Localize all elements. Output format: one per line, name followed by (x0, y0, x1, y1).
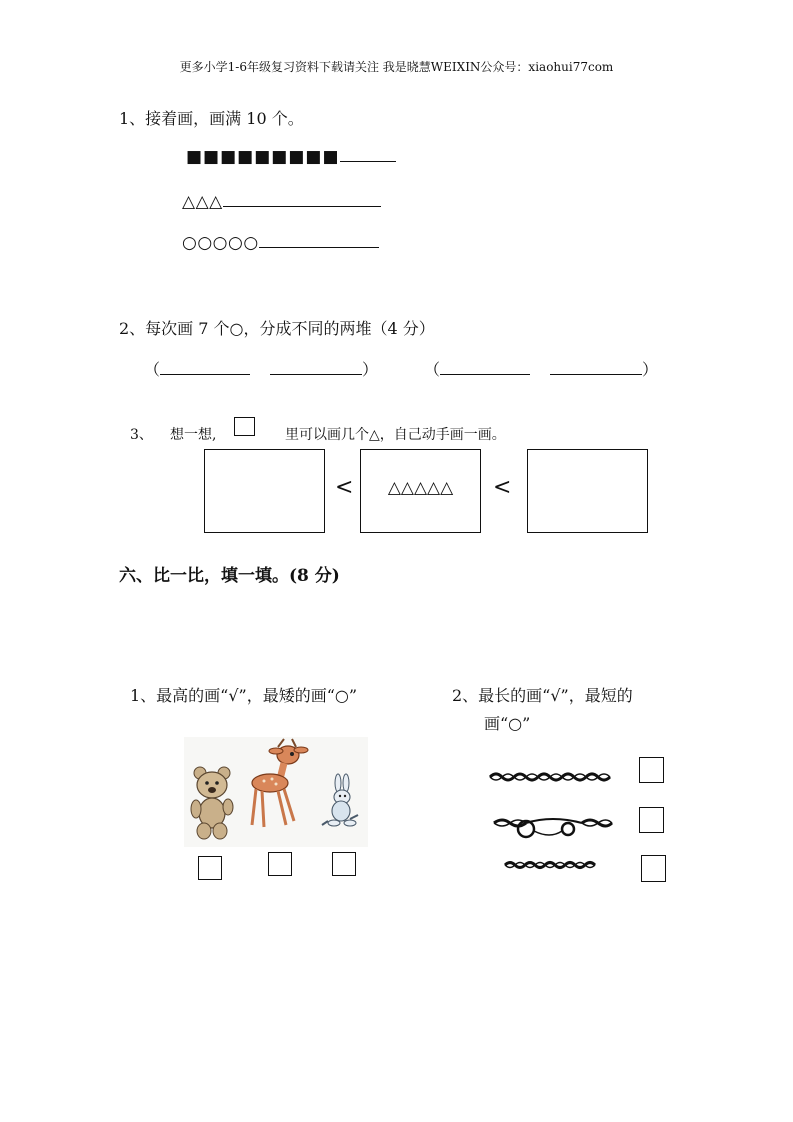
q2-title: 2、每次画 7 个○，分成不同的两堆（4 分） (119, 319, 435, 338)
q3-number: 3、 (130, 427, 153, 443)
answer-line[interactable] (259, 233, 379, 248)
triangle-shapes: △△△ (182, 192, 223, 212)
answer-box-rabbit[interactable] (332, 852, 356, 876)
answer-box-left[interactable] (204, 449, 325, 533)
answer-box-rope-3[interactable] (641, 855, 666, 882)
circle-shapes: ○○○○○ (182, 233, 259, 253)
answer-line[interactable] (223, 192, 381, 207)
q1-title: 1、接着画，画满 10 个。 (119, 109, 304, 128)
answer-blank[interactable] (550, 362, 642, 375)
q3-prompt-a: 想一想, (170, 427, 217, 443)
s6-q2-line1: 2、最长的画“√”，最短的 (452, 686, 633, 705)
q1-row-squares (186, 147, 396, 167)
rope-icon (488, 770, 613, 784)
q3-prompt-b: 里可以画几个△，自己动手画一画。 (285, 427, 506, 443)
q2-pair-1 (144, 357, 378, 380)
s6-q1-text: 1、最高的画“√”，最矮的画“○” (130, 686, 358, 705)
answer-blank[interactable] (440, 362, 530, 375)
q1-row-circles (182, 233, 379, 253)
less-than-sign: < (493, 475, 512, 500)
middle-triangles: △△△△△ (387, 478, 454, 498)
answer-blank[interactable] (270, 362, 362, 375)
s6-q2-line2: 画“○” (484, 714, 531, 733)
sample-square (234, 417, 255, 436)
animals-picture (184, 737, 368, 847)
answer-box-rope-2[interactable] (639, 807, 664, 833)
answer-box-rope-1[interactable] (639, 757, 664, 783)
less-than-sign: < (335, 475, 354, 500)
section-6-title: 六、比一比，填一填。(8 分) (119, 566, 340, 586)
rope-icon (492, 813, 614, 843)
answer-box-deer[interactable] (268, 852, 292, 876)
bracket-open: （ (424, 360, 441, 379)
rope-icon (503, 859, 603, 871)
answer-box-right[interactable] (527, 449, 648, 533)
bracket-open: （ (144, 360, 161, 379)
q2-pair-2 (424, 357, 658, 380)
answer-blank[interactable] (160, 362, 250, 375)
middle-box (360, 449, 481, 533)
page-header: 更多小学1-6年级复习资料下载请关注 我是晓慧WEIXIN公众号：xiaohui77com (179, 60, 614, 74)
deer-icon (246, 737, 316, 837)
answer-line[interactable] (340, 147, 396, 162)
square-shapes: ■■■■■■■■■ (186, 147, 340, 167)
bracket-close: ） (642, 360, 659, 379)
q1-row-triangles (182, 192, 381, 212)
bear-icon (188, 765, 238, 855)
answer-box-bear[interactable] (198, 856, 222, 880)
rabbit-icon (320, 775, 364, 835)
bracket-close: ） (362, 360, 379, 379)
